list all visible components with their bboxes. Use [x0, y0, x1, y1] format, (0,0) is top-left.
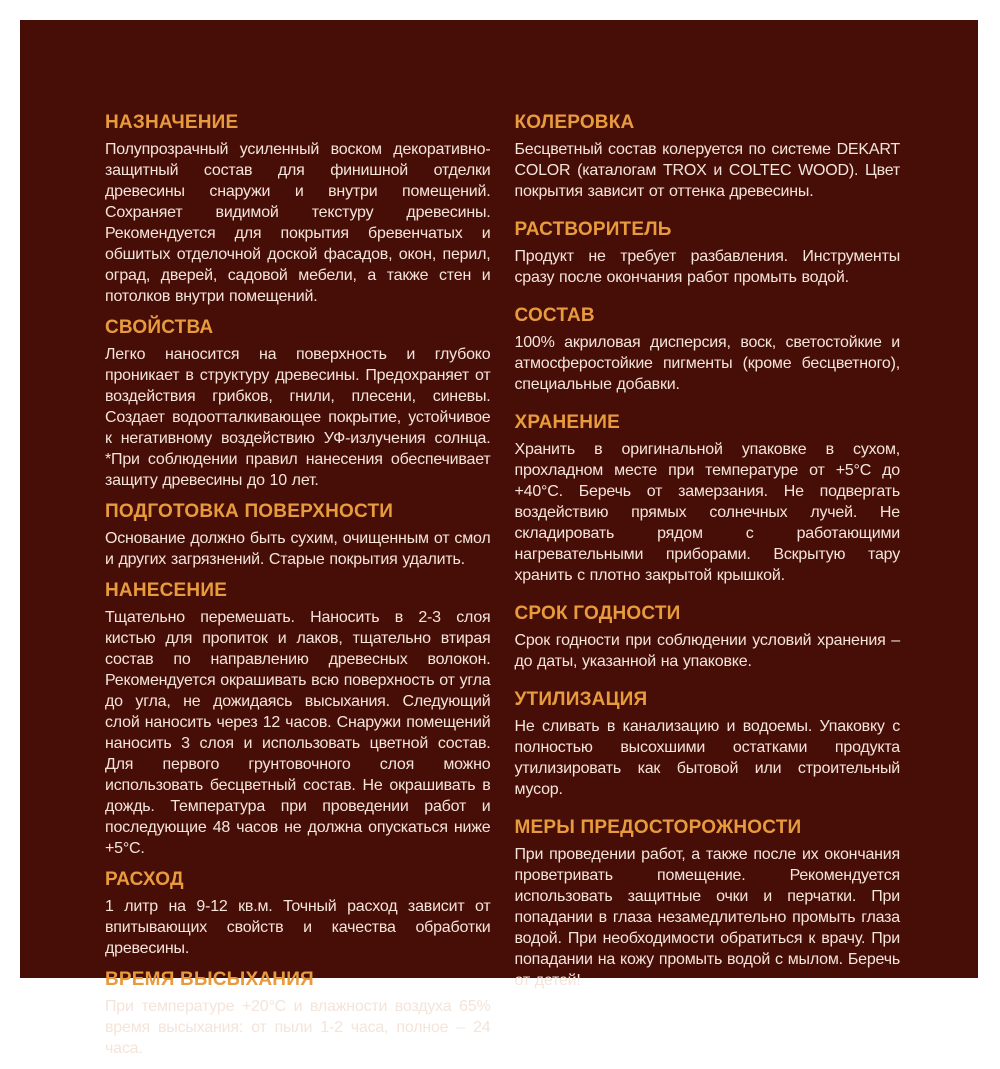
section-body: Срок годности при соблюдении условий хранения – до даты, указанной на упаковке. — [514, 632, 900, 670]
section-body: Тщательно перемешать. Наносить в 2-3 слоя кистью для пропиток и лаков, тщательно втирая состав по направлению древесных волокон. Рекомендуется окрашивать всю поверхность от угла до угла, не дожидаясь высыхания. Следующий слой наносить через 12 часов. Снаружи помещений наносить 3 слоя и использовать цветной состав. Для первого грунтовочного слоя можно использовать бесцветный состав. Не окрашивать в дождь. Температура при проведении работ и последующие 48 часов не должна опускаться ниже +5°С. — [105, 609, 491, 857]
section-heading: ВРЕМЯ ВЫСЫХАНИЯ — [105, 969, 314, 990]
section-storage — [515, 412, 901, 586]
section-drying-time — [105, 969, 491, 1059]
section-body: Бесцветный состав колеруется по системе DEKART COLOR (каталогам TROX и COLTEC WOOD). Цвет покрытия зависит от оттенка древесины. — [514, 141, 900, 200]
section-body: Основание должно быть сухим, очищенным от смол и других загрязнений. Старые покрытия удалить. — [105, 530, 491, 568]
section-heading: ХРАНЕНИЕ — [514, 412, 620, 433]
section-heading: НАЗНАЧЕНИЕ — [105, 112, 239, 133]
section-purpose — [105, 112, 491, 307]
section-heading: УТИЛИЗАЦИЯ — [514, 689, 648, 710]
section-shelf-life — [515, 603, 901, 672]
section-disposal — [515, 689, 901, 800]
columns-wrapper — [105, 112, 900, 1069]
section-composition — [515, 305, 901, 395]
section-application — [105, 580, 491, 859]
section-consumption — [105, 869, 491, 959]
section-body: Полупрозрачный усиленный воском декоративно-защитный состав для финишной отделки древесины снаружи и внутри помещений. Сохраняет видимой текстуру древесины. Рекомендуется для покрытия бревенчатых и обшитых отделочной доской фасадов, окон, перил, оград, дверей, садовой мебели, а также стен и потолков внутри помещений. — [105, 141, 491, 305]
left-column — [105, 112, 491, 1069]
section-heading: СОСТАВ — [514, 305, 595, 326]
section-body: 1 литр на 9-12 кв.м. Точный расход зависит от впитывающих свойств и качества обработки древесины. — [105, 898, 491, 957]
section-heading: НАНЕСЕНИЕ — [105, 580, 228, 601]
section-body: При проведении работ, а также после их окончания проветривать помещение. Рекомендуется использовать защитные очки и перчатки. При попадании в глаза незамедлительно промыть глаза водой. При необходимости обратиться к врачу. При попадании на кожу промыть водой с мылом. Беречь от детей! — [514, 846, 900, 989]
label-panel — [20, 20, 978, 1057]
section-body: Не сливать в канализацию и водоемы. Упаковку с полностью высохшими остатками продукта утилизировать как бытовой или строительный мусор. — [514, 718, 900, 798]
section-body: Хранить в оригинальной упаковке в сухом, прохладном месте при температуре от +5°С до +40°С. Беречь от замерзания. Не подвергать воздействию прямых солнечных лучей. Не складировать рядом с работающими нагревательными приборами. Вскрытую тару хранить с плотно закрытой крышкой. — [514, 441, 900, 584]
section-heading: КОЛЕРОВКА — [514, 112, 635, 133]
section-body: Легко наносится на поверхность и глубоко проникает в структуру древесины. Предохраняет от воздействия грибков, гнили, плесени, синевы. Создает водоотталкивающее покрытие, устойчивое к негативному воздействию УФ-излучения солнца. *При соблюдении правил нанесения обеспечивает защиту древесины до 10 лет. — [105, 346, 491, 489]
section-heading: ПОДГОТОВКА ПОВЕРХНОСТИ — [105, 501, 394, 522]
section-body: 100% акриловая дисперсия, воск, светостойкие и атмосферостойкие пигменты (кроме бесцветного), специальные добавки. — [514, 334, 900, 393]
section-body: Продукт не требует разбавления. Инструменты сразу после окончания работ промыть водой. — [514, 248, 900, 286]
section-tinting — [515, 112, 901, 202]
section-heading: РАСХОД — [105, 869, 184, 890]
section-body: При температуре +20°С и влажности воздуха 65% время высыхания: от пыли 1-2 часа, полное – 24 часа. — [105, 998, 491, 1057]
section-heading: МЕРЫ ПРЕДОСТОРОЖНОСТИ — [514, 817, 802, 838]
section-surface-preparation — [105, 501, 491, 570]
section-precautions — [515, 817, 901, 991]
section-heading: СВОЙСТВА — [105, 317, 214, 338]
section-properties — [105, 317, 491, 491]
section-solvent — [515, 219, 901, 288]
section-heading: СРОК ГОДНОСТИ — [514, 603, 681, 624]
section-heading: РАСТВОРИТЕЛЬ — [514, 219, 672, 240]
right-column — [515, 112, 901, 1069]
